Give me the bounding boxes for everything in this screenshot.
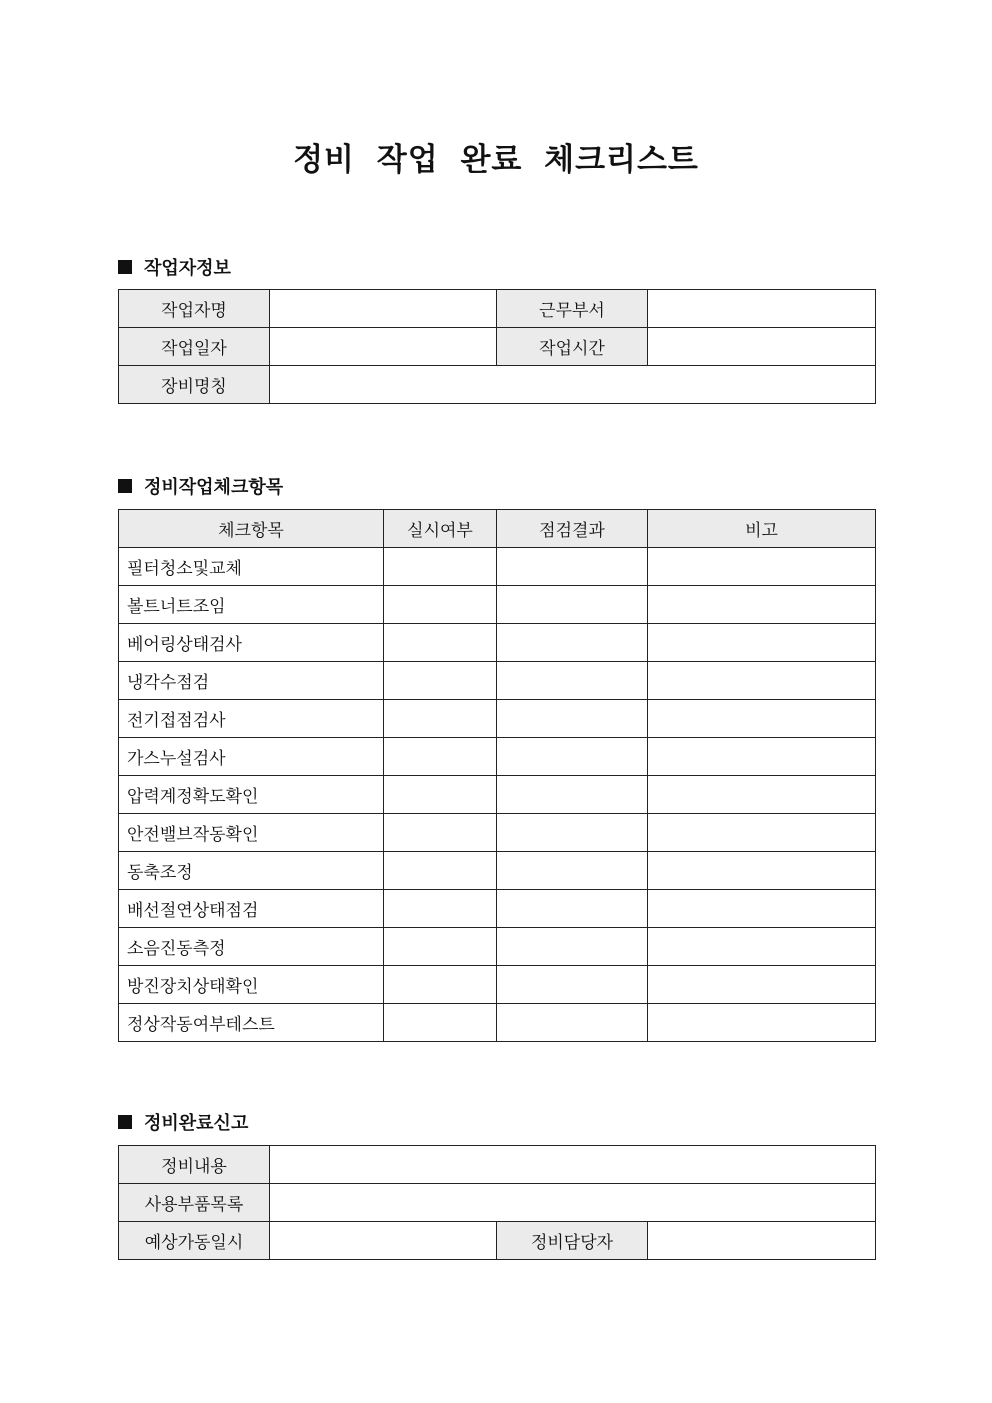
performed-cell[interactable]	[384, 890, 497, 928]
square-bullet-icon	[118, 260, 132, 274]
column-header-item: 체크항목	[119, 510, 384, 548]
table-row	[119, 662, 876, 700]
check-item-label: 배선절연상태점검	[119, 890, 384, 928]
performed-cell[interactable]	[384, 738, 497, 776]
result-cell[interactable]	[497, 548, 648, 586]
remarks-cell[interactable]	[648, 1004, 876, 1042]
check-item-label: 냉각수점검	[119, 662, 384, 700]
worker-name-field[interactable]	[270, 290, 497, 328]
performed-cell[interactable]	[384, 928, 497, 966]
table-row	[119, 586, 876, 624]
result-cell[interactable]	[497, 852, 648, 890]
remarks-cell[interactable]	[648, 586, 876, 624]
section-heading-label: 정비완료신고	[144, 1113, 249, 1134]
check-item-label: 필터청소및교체	[119, 548, 384, 586]
section-heading-label: 작업자정보	[144, 258, 231, 279]
check-item-label: 안전밸브작동확인	[119, 814, 384, 852]
work-time-label: 작업시간	[497, 328, 648, 366]
remarks-cell[interactable]	[648, 624, 876, 662]
work-time-field[interactable]	[648, 328, 876, 366]
remarks-cell[interactable]	[648, 738, 876, 776]
worker-info-table	[118, 289, 876, 404]
maintenance-manager-field[interactable]	[648, 1222, 876, 1260]
remarks-cell[interactable]	[648, 548, 876, 586]
table-row	[119, 814, 876, 852]
department-field[interactable]	[648, 290, 876, 328]
work-date-field[interactable]	[270, 328, 497, 366]
check-item-label: 동축조정	[119, 852, 384, 890]
column-header-remarks: 비고	[648, 510, 876, 548]
check-item-label: 가스누설검사	[119, 738, 384, 776]
performed-cell[interactable]	[384, 586, 497, 624]
remarks-cell[interactable]	[648, 966, 876, 1004]
performed-cell[interactable]	[384, 966, 497, 1004]
performed-cell[interactable]	[384, 700, 497, 738]
result-cell[interactable]	[497, 1004, 648, 1042]
table-row	[119, 1004, 876, 1042]
performed-cell[interactable]	[384, 776, 497, 814]
work-date-label: 작업일자	[119, 328, 270, 366]
column-header-performed: 실시여부	[384, 510, 497, 548]
performed-cell[interactable]	[384, 548, 497, 586]
table-row	[119, 890, 876, 928]
check-item-label: 정상작동여부테스트	[119, 1004, 384, 1042]
table-row	[119, 852, 876, 890]
completion-table	[118, 1145, 876, 1260]
table-row	[119, 624, 876, 662]
check-item-label: 소음진동측정	[119, 928, 384, 966]
section-heading-completion	[118, 1109, 248, 1135]
table-row	[119, 966, 876, 1004]
result-cell[interactable]	[497, 586, 648, 624]
worker-name-label: 작업자명	[119, 290, 270, 328]
result-cell[interactable]	[497, 662, 648, 700]
result-cell[interactable]	[497, 738, 648, 776]
performed-cell[interactable]	[384, 852, 497, 890]
table-row	[119, 290, 876, 328]
equipment-name-label: 장비명칭	[119, 366, 270, 404]
parts-list-field[interactable]	[270, 1184, 876, 1222]
result-cell[interactable]	[497, 814, 648, 852]
table-row	[119, 928, 876, 966]
check-item-label: 볼트너트조임	[119, 586, 384, 624]
result-cell[interactable]	[497, 890, 648, 928]
result-cell[interactable]	[497, 624, 648, 662]
table-row	[119, 1146, 876, 1184]
table-row	[119, 548, 876, 586]
result-cell[interactable]	[497, 776, 648, 814]
section-heading-worker-info	[118, 254, 231, 280]
section-heading-checklist	[118, 473, 283, 499]
remarks-cell[interactable]	[648, 890, 876, 928]
checklist-table	[118, 509, 876, 1042]
result-cell[interactable]	[497, 700, 648, 738]
performed-cell[interactable]	[384, 814, 497, 852]
remarks-cell[interactable]	[648, 852, 876, 890]
table-row	[119, 776, 876, 814]
remarks-cell[interactable]	[648, 928, 876, 966]
table-row	[119, 366, 876, 404]
equipment-name-field[interactable]	[270, 366, 876, 404]
performed-cell[interactable]	[384, 624, 497, 662]
parts-list-label: 사용부품목록	[119, 1184, 270, 1222]
check-item-label: 압력계정확도확인	[119, 776, 384, 814]
table-row	[119, 738, 876, 776]
expected-operation-field[interactable]	[270, 1222, 497, 1260]
remarks-cell[interactable]	[648, 662, 876, 700]
check-item-label: 베어링상태검사	[119, 624, 384, 662]
square-bullet-icon	[118, 479, 132, 493]
remarks-cell[interactable]	[648, 776, 876, 814]
table-row	[119, 328, 876, 366]
check-item-label: 전기접점검사	[119, 700, 384, 738]
square-bullet-icon	[118, 1115, 132, 1129]
performed-cell[interactable]	[384, 1004, 497, 1042]
page-title: 정비 작업 완료 체크리스트	[293, 142, 699, 178]
table-row	[119, 1184, 876, 1222]
result-cell[interactable]	[497, 928, 648, 966]
check-item-label: 방진장치상태확인	[119, 966, 384, 1004]
maintenance-manager-label: 정비담당자	[497, 1222, 648, 1260]
maintenance-content-label: 정비내용	[119, 1146, 270, 1184]
department-label: 근무부서	[497, 290, 648, 328]
section-heading-label: 정비작업체크항목	[144, 477, 284, 498]
table-row	[119, 700, 876, 738]
table-header-row	[119, 510, 876, 548]
performed-cell[interactable]	[384, 662, 497, 700]
column-header-result: 점검결과	[497, 510, 648, 548]
expected-operation-label: 예상가동일시	[119, 1222, 270, 1260]
remarks-cell[interactable]	[648, 814, 876, 852]
result-cell[interactable]	[497, 966, 648, 1004]
table-row	[119, 1222, 876, 1260]
maintenance-content-field[interactable]	[270, 1146, 876, 1184]
remarks-cell[interactable]	[648, 700, 876, 738]
